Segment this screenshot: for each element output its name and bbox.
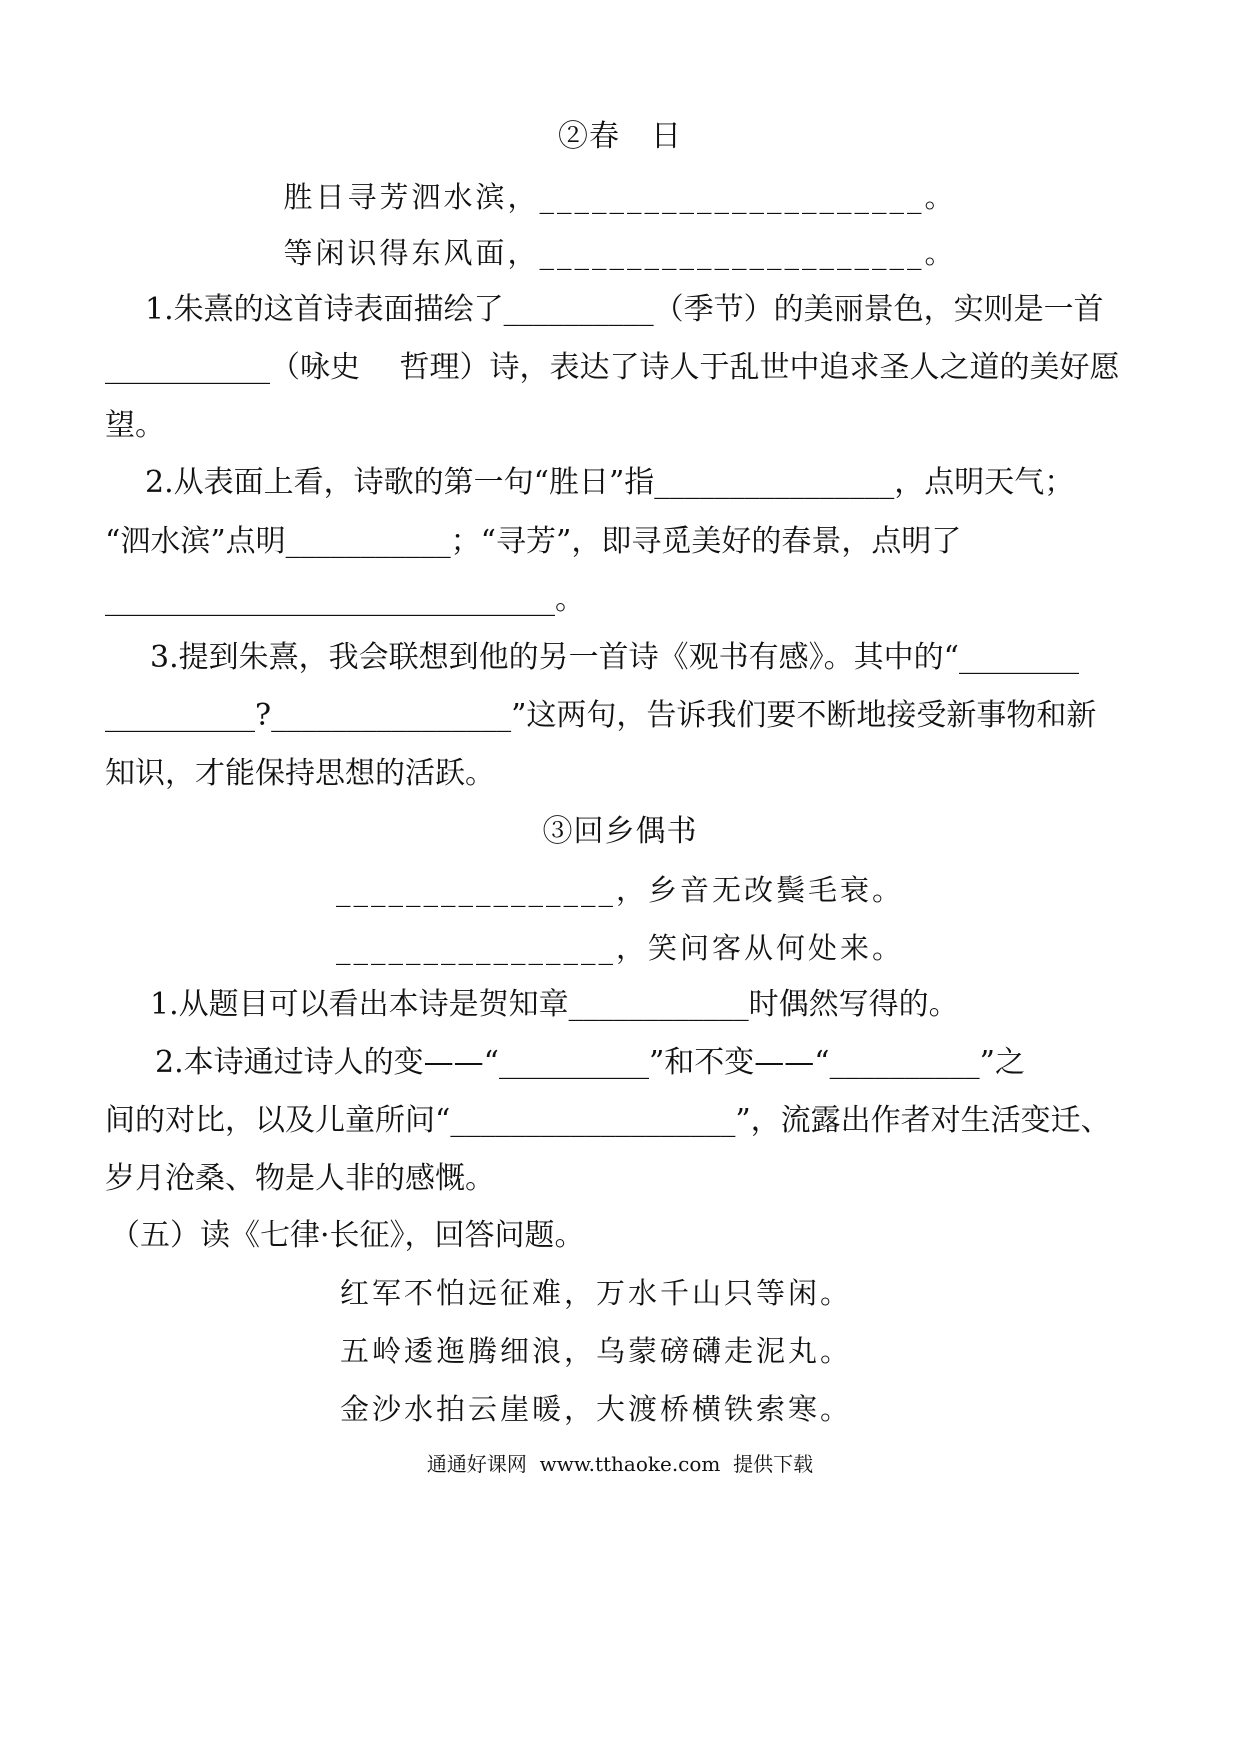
question-line: ______________________________。 (105, 582, 585, 617)
question-line: 1.从题目可以看出本诗是贺知章____________时偶然写得的。 (150, 987, 959, 1022)
question-line: 1.朱熹的这首诗表面描绘了__________（季节）的美丽景色，实则是一首 (145, 292, 1104, 327)
poem-title-chunri: ②春 日 (558, 119, 682, 154)
poem-line: 胜日寻芳泗水滨，______________________。 (283, 180, 957, 214)
question-line: ___________（咏史 哲理）诗，表达了诗人于乱世中追求圣人之道的美好愿 (105, 350, 1120, 385)
question-line: 2.本诗通过诗人的变——“__________”和不变——“__________”之 (155, 1045, 1025, 1080)
poem-line: 金沙水拍云崖暖，大渡桥横铁索寒。 (340, 1392, 853, 1426)
section-heading: （五）读《七律·长征》，回答问题。 (110, 1218, 585, 1253)
poem-title-huixiang: ③回乡偶书 (542, 814, 698, 849)
question-line: 间的对比，以及儿童所问“___________________”，流露出作者对生活变迁、 (105, 1103, 1111, 1138)
question-line: 岁月沧桑、物是人非的感慨。 (105, 1161, 495, 1196)
question-line: 3.提到朱熹，我会联想到他的另一首诗《观书有感》。其中的“________ (150, 640, 1079, 675)
poem-line: 等闲识得东风面，______________________。 (283, 236, 957, 270)
question-line: “泗水滨”点明___________；“寻芳”，即寻觅美好的春景，点明了 (105, 524, 962, 559)
poem-line: ________________，乡音无改鬓毛衰。 (335, 873, 904, 907)
question-line: 知识，才能保持思想的活跃。 (105, 756, 495, 791)
poem-line: 红军不怕远征难，万水千山只等闲。 (340, 1276, 853, 1310)
poem-line: ________________，笑问客从何处来。 (335, 931, 904, 965)
footer-text: 通通好课网 www.tthaoke.com 提供下载 (426, 1452, 814, 1476)
poem-line: 五岭逶迤腾细浪，乌蒙磅礴走泥丸。 (340, 1334, 853, 1368)
question-line: 望。 (105, 408, 165, 443)
question-line: 2.从表面上看，诗歌的第一句“胜日”指________________，点明天气； (145, 465, 1075, 500)
question-line: __________?________________”这两句，告诉我们要不断地接受新事物和新 (105, 698, 1097, 733)
